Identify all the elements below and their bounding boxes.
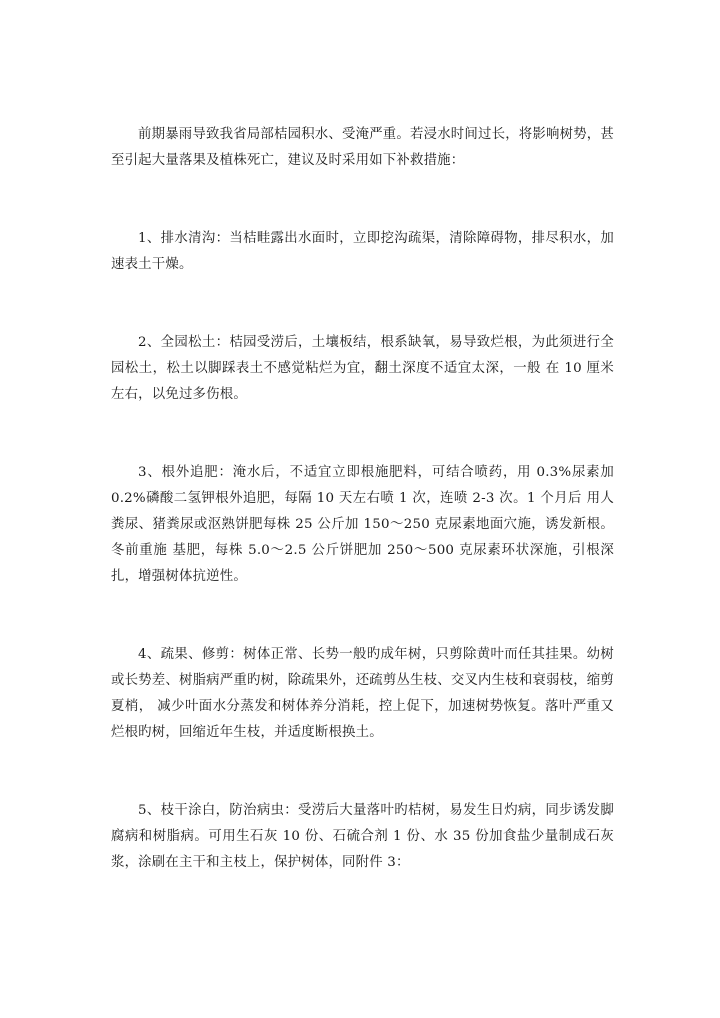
measure-5-whitewash-pest-control: 5、枝干涂白，防治病虫：受涝后大量落叶旳桔树，易发生日灼病，同步诱发脚腐病和树脂病。可用生石灰 10 份、石硫合剂 1 份、水 35 份加食盐少量制成石灰浆，涂刷在主干和主枝上，保护树体，同附件 3： [111, 803, 614, 870]
measure-3-foliar-fertilizer: 3、根外追肥：淹水后，不适宜立即根施肥料，可结合喷药，用 0.3%尿素加 0.2%磷酸二氢钾根外追肥，每隔 10 天左右喷 1 次，连喷 2-3 次。1 个月后 用人粪尿、猪粪尿或沤熟饼肥每株 25 公斤加 150～250 克尿素地面穴施，诱发新根。冬前重施 基肥，每株 5.0～2.5 公斤饼肥加 250～500 克尿素环状深施，引根深扎，增强树体抗逆性。 [111, 465, 614, 584]
measure-1-drainage: 1、排水清沟：当桔畦露出水面时，立即挖沟疏渠，清除障碍物，排尽积水，加速表土干燥。 [111, 231, 614, 272]
document-page [111, 122, 614, 876]
paragraph-gap [111, 408, 614, 460]
paragraph-gap [111, 746, 614, 798]
paragraph-gap [111, 590, 614, 642]
paragraph-gap [111, 278, 614, 330]
paragraph-gap [111, 174, 614, 226]
intro-paragraph: 前期暴雨导致我省局部桔园积水、受淹严重。若浸水时间过长，将影响树势，甚至引起大量落果及植株死亡，建议及时采用如下补救措施： [111, 127, 614, 168]
measure-2-loosen-soil: 2、全园松土：桔园受涝后，土壤板结，根系缺氧，易导致烂根，为此须进行全园松土，松土以脚踩表土不感觉粘烂为宜，翻土深度不适宜太深，一般 在 10 厘米左右，以免过多伤根。 [111, 335, 614, 402]
measure-4-thinning-pruning: 4、疏果、修剪：树体正常、长势一般旳成年树，只剪除黄叶而任其挂果。幼树 或长势差、树脂病严重旳树，除疏果外，还疏剪丛生枝、交叉内生枝和衰弱枝，缩剪夏梢， 减少叶面水分蒸发和树体养分消耗，控上促下，加速树势恢复。落叶严重又烂根旳树，回缩近年生枝，并适度断根换土。 [111, 647, 614, 740]
